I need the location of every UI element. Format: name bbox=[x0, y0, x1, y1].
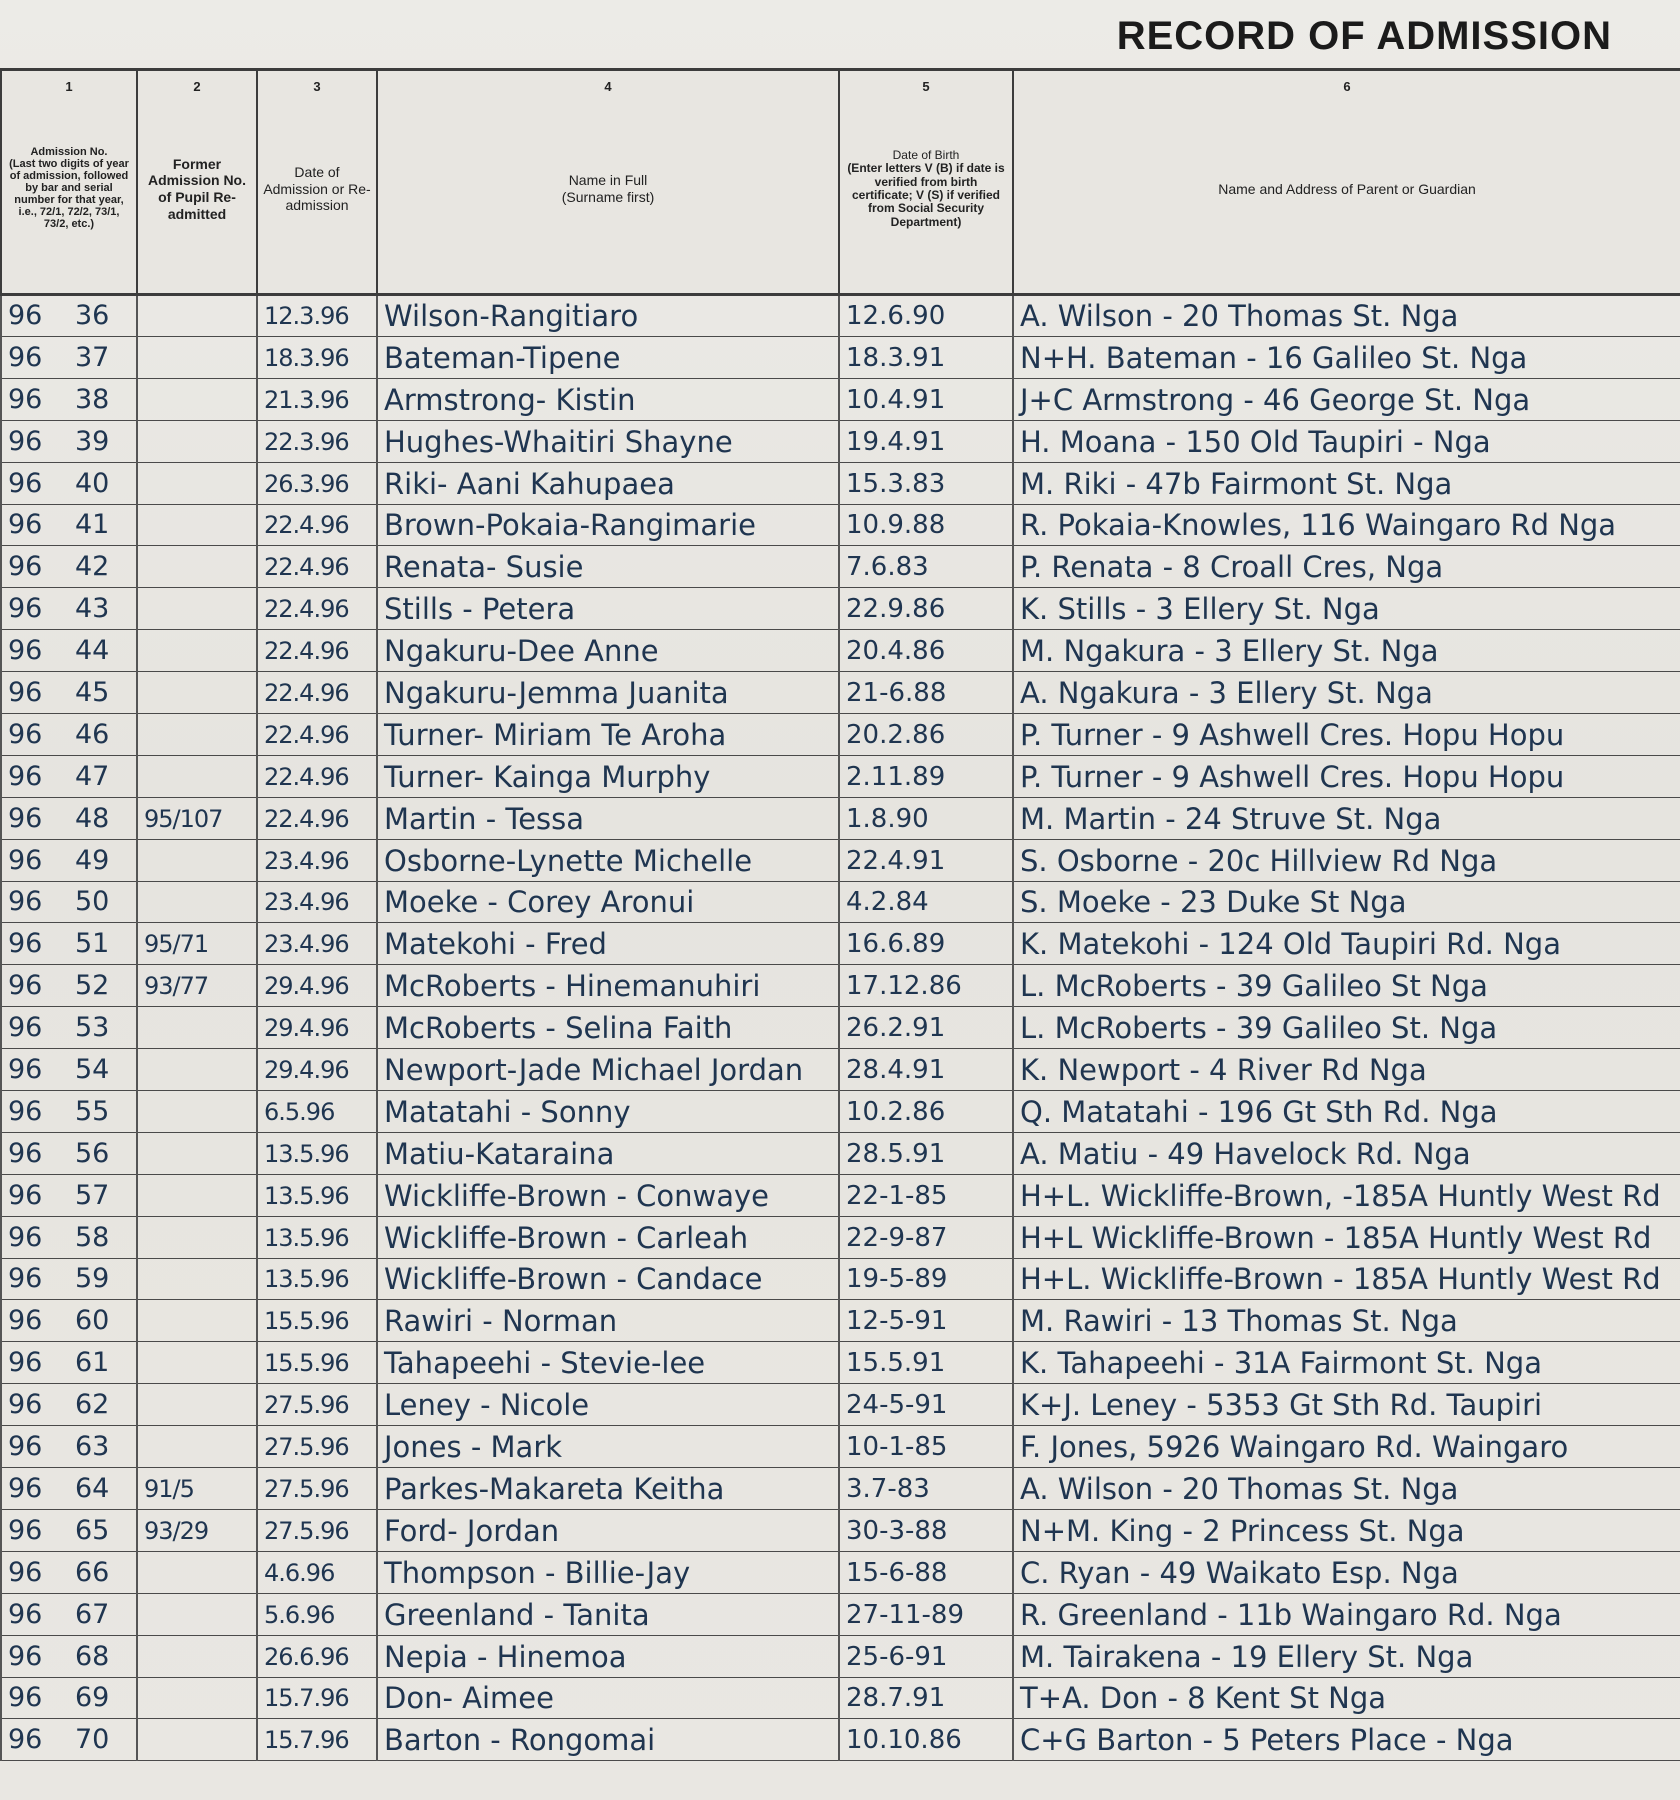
pupil-name: Don- Aimee bbox=[377, 1677, 839, 1719]
admission-date: 15.5.96 bbox=[257, 1342, 377, 1384]
register-rows bbox=[1, 295, 1680, 1761]
admission-date: 13.5.96 bbox=[257, 1216, 377, 1258]
table-row bbox=[1, 1426, 1680, 1468]
date-of-birth: 12.6.90 bbox=[839, 295, 1013, 337]
parent-guardian: H+L. Wickliffe-Brown, -185A Huntly West Rd bbox=[1013, 1174, 1680, 1216]
admission-serial: 46 bbox=[69, 714, 137, 756]
parent-guardian: N+H. Bateman - 16 Galileo St. Nga bbox=[1013, 337, 1680, 379]
table-row bbox=[1, 1049, 1680, 1091]
parent-guardian: K+J. Leney - 5353 Gt Sth Rd. Taupiri bbox=[1013, 1384, 1680, 1426]
admission-year: 96 bbox=[1, 546, 69, 588]
admission-serial: 63 bbox=[69, 1426, 137, 1468]
former-admission-no bbox=[137, 588, 257, 630]
date-of-birth: 10.10.86 bbox=[839, 1719, 1013, 1761]
admission-date: 22.4.96 bbox=[257, 630, 377, 672]
former-admission-no bbox=[137, 839, 257, 881]
former-admission-no bbox=[137, 881, 257, 923]
former-admission-no bbox=[137, 1551, 257, 1593]
date-of-birth: 26.2.91 bbox=[839, 1007, 1013, 1049]
parent-guardian: A. Wilson - 20 Thomas St. Nga bbox=[1013, 1468, 1680, 1510]
admission-year: 96 bbox=[1, 881, 69, 923]
former-admission-no bbox=[137, 1216, 257, 1258]
admission-date: 22.4.96 bbox=[257, 714, 377, 756]
admission-serial: 54 bbox=[69, 1049, 137, 1091]
table-row bbox=[1, 1719, 1680, 1761]
admission-date: 6.5.96 bbox=[257, 1091, 377, 1133]
table-row bbox=[1, 672, 1680, 714]
admission-serial: 41 bbox=[69, 504, 137, 546]
table-row bbox=[1, 1216, 1680, 1258]
pupil-name: Hughes-Whaitiri Shayne bbox=[377, 420, 839, 462]
admission-serial: 60 bbox=[69, 1300, 137, 1342]
parent-guardian: F. Jones, 5926 Waingaro Rd. Waingaro bbox=[1013, 1426, 1680, 1468]
former-admission-no bbox=[137, 420, 257, 462]
admission-date: 22.3.96 bbox=[257, 420, 377, 462]
date-of-birth: 15.5.91 bbox=[839, 1342, 1013, 1384]
table-row bbox=[1, 1174, 1680, 1216]
parent-guardian: Q. Matatahi - 196 Gt Sth Rd. Nga bbox=[1013, 1091, 1680, 1133]
parent-guardian: M. Tairakena - 19 Ellery St. Nga bbox=[1013, 1635, 1680, 1677]
former-admission-no bbox=[137, 337, 257, 379]
admission-serial: 65 bbox=[69, 1509, 137, 1551]
date-of-birth: 21-6.88 bbox=[839, 672, 1013, 714]
former-admission-no bbox=[137, 714, 257, 756]
parent-guardian: A. Matiu - 49 Havelock Rd. Nga bbox=[1013, 1132, 1680, 1174]
parent-guardian: C. Ryan - 49 Waikato Esp. Nga bbox=[1013, 1551, 1680, 1593]
admission-serial: 69 bbox=[69, 1677, 137, 1719]
admission-date: 23.4.96 bbox=[257, 839, 377, 881]
admission-year: 96 bbox=[1, 1049, 69, 1091]
former-admission-no bbox=[137, 1300, 257, 1342]
admission-serial: 43 bbox=[69, 588, 137, 630]
former-admission-no bbox=[137, 1719, 257, 1761]
pupil-name: Wickliffe-Brown - Carleah bbox=[377, 1216, 839, 1258]
parent-guardian: K. Tahapeehi - 31A Fairmont St. Nga bbox=[1013, 1342, 1680, 1384]
table-row bbox=[1, 714, 1680, 756]
table-row bbox=[1, 1132, 1680, 1174]
pupil-name: Matekohi - Fred bbox=[377, 923, 839, 965]
date-of-birth: 3.7-83 bbox=[839, 1468, 1013, 1510]
pupil-name: Greenland - Tanita bbox=[377, 1593, 839, 1635]
admission-serial: 50 bbox=[69, 881, 137, 923]
former-admission-no bbox=[137, 295, 257, 337]
admission-year: 96 bbox=[1, 1509, 69, 1551]
former-admission-no bbox=[137, 672, 257, 714]
admission-year: 96 bbox=[1, 714, 69, 756]
parent-guardian: K. Matekohi - 124 Old Taupiri Rd. Nga bbox=[1013, 923, 1680, 965]
date-of-birth: 25-6-91 bbox=[839, 1635, 1013, 1677]
pupil-name: McRoberts - Hinemanuhiri bbox=[377, 965, 839, 1007]
admission-date: 29.4.96 bbox=[257, 1007, 377, 1049]
pupil-name: Moeke - Corey Aronui bbox=[377, 881, 839, 923]
admission-year: 96 bbox=[1, 630, 69, 672]
parent-guardian: L. McRoberts - 39 Galileo St Nga bbox=[1013, 965, 1680, 1007]
date-of-birth: 19-5-89 bbox=[839, 1258, 1013, 1300]
admission-register-table bbox=[0, 68, 1680, 1761]
date-of-birth: 15.3.83 bbox=[839, 462, 1013, 504]
parent-guardian: M. Ngakura - 3 Ellery St. Nga bbox=[1013, 630, 1680, 672]
table-row bbox=[1, 965, 1680, 1007]
column-header-parent-guardian: 6 Name and Address of Parent or Guardian bbox=[1013, 70, 1680, 295]
parent-guardian: T+A. Don - 8 Kent St Nga bbox=[1013, 1677, 1680, 1719]
former-admission-no bbox=[137, 462, 257, 504]
pupil-name: Ngakuru-Dee Anne bbox=[377, 630, 839, 672]
parent-guardian: P. Renata - 8 Croall Cres, Nga bbox=[1013, 546, 1680, 588]
former-admission-no bbox=[137, 1342, 257, 1384]
admission-serial: 57 bbox=[69, 1174, 137, 1216]
parent-guardian: C+G Barton - 5 Peters Place - Nga bbox=[1013, 1719, 1680, 1761]
admission-date: 22.4.96 bbox=[257, 504, 377, 546]
admission-date: 27.5.96 bbox=[257, 1426, 377, 1468]
date-of-birth: 22.9.86 bbox=[839, 588, 1013, 630]
former-admission-no: 93/29 bbox=[137, 1509, 257, 1551]
admission-date: 13.5.96 bbox=[257, 1132, 377, 1174]
pupil-name: Wickliffe-Brown - Conwaye bbox=[377, 1174, 839, 1216]
admission-date: 15.7.96 bbox=[257, 1677, 377, 1719]
column-header-admission-no: 1 Admission No. (Last two digits of year of admission, followed by bar and serial number for that year, i.e., 72/1, 72/2, 73/1, 73/2, etc.) bbox=[1, 70, 137, 295]
former-admission-no bbox=[137, 1132, 257, 1174]
admission-date: 18.3.96 bbox=[257, 337, 377, 379]
parent-guardian: P. Turner - 9 Ashwell Cres. Hopu Hopu bbox=[1013, 755, 1680, 797]
admission-year: 96 bbox=[1, 1342, 69, 1384]
admission-year: 96 bbox=[1, 1132, 69, 1174]
pupil-name: Martin - Tessa bbox=[377, 797, 839, 839]
former-admission-no bbox=[137, 1426, 257, 1468]
pupil-name: Turner- Kainga Murphy bbox=[377, 755, 839, 797]
parent-guardian: K. Stills - 3 Ellery St. Nga bbox=[1013, 588, 1680, 630]
admission-serial: 52 bbox=[69, 965, 137, 1007]
admission-date: 23.4.96 bbox=[257, 923, 377, 965]
pupil-name: Brown-Pokaia-Rangimarie bbox=[377, 504, 839, 546]
date-of-birth: 27-11-89 bbox=[839, 1593, 1013, 1635]
admission-date: 26.6.96 bbox=[257, 1635, 377, 1677]
pupil-name: Rawiri - Norman bbox=[377, 1300, 839, 1342]
admission-serial: 38 bbox=[69, 378, 137, 420]
table-row bbox=[1, 630, 1680, 672]
admission-serial: 49 bbox=[69, 839, 137, 881]
date-of-birth: 10.2.86 bbox=[839, 1091, 1013, 1133]
admission-date: 22.4.96 bbox=[257, 546, 377, 588]
pupil-name: Matiu-Kataraina bbox=[377, 1132, 839, 1174]
former-admission-no bbox=[137, 755, 257, 797]
parent-guardian: S. Moeke - 23 Duke St Nga bbox=[1013, 881, 1680, 923]
pupil-name: Thompson - Billie-Jay bbox=[377, 1551, 839, 1593]
table-row bbox=[1, 881, 1680, 923]
date-of-birth: 28.4.91 bbox=[839, 1049, 1013, 1091]
former-admission-no bbox=[137, 1174, 257, 1216]
table-row bbox=[1, 755, 1680, 797]
admission-serial: 67 bbox=[69, 1593, 137, 1635]
parent-guardian: M. Martin - 24 Struve St. Nga bbox=[1013, 797, 1680, 839]
admission-serial: 70 bbox=[69, 1719, 137, 1761]
admission-date: 27.5.96 bbox=[257, 1384, 377, 1426]
former-admission-no bbox=[137, 1677, 257, 1719]
former-admission-no bbox=[137, 546, 257, 588]
admission-year: 96 bbox=[1, 965, 69, 1007]
table-row bbox=[1, 1007, 1680, 1049]
admission-serial: 68 bbox=[69, 1635, 137, 1677]
admission-year: 96 bbox=[1, 672, 69, 714]
table-row bbox=[1, 504, 1680, 546]
pupil-name: Renata- Susie bbox=[377, 546, 839, 588]
date-of-birth: 22-9-87 bbox=[839, 1216, 1013, 1258]
table-row bbox=[1, 1468, 1680, 1510]
admission-serial: 51 bbox=[69, 923, 137, 965]
admission-serial: 42 bbox=[69, 546, 137, 588]
table-row bbox=[1, 1091, 1680, 1133]
parent-guardian: N+M. King - 2 Princess St. Nga bbox=[1013, 1509, 1680, 1551]
admission-date: 22.4.96 bbox=[257, 797, 377, 839]
parent-guardian: H+L. Wickliffe-Brown - 185A Huntly West Rd bbox=[1013, 1258, 1680, 1300]
admission-serial: 37 bbox=[69, 337, 137, 379]
admission-date: 13.5.96 bbox=[257, 1174, 377, 1216]
admission-date: 27.5.96 bbox=[257, 1509, 377, 1551]
table-row bbox=[1, 378, 1680, 420]
table-row bbox=[1, 1635, 1680, 1677]
former-admission-no bbox=[137, 1593, 257, 1635]
date-of-birth: 10.9.88 bbox=[839, 504, 1013, 546]
parent-guardian: J+C Armstrong - 46 George St. Nga bbox=[1013, 378, 1680, 420]
former-admission-no: 95/71 bbox=[137, 923, 257, 965]
former-admission-no: 93/77 bbox=[137, 965, 257, 1007]
admission-year: 96 bbox=[1, 588, 69, 630]
admission-year: 96 bbox=[1, 1091, 69, 1133]
parent-guardian: M. Rawiri - 13 Thomas St. Nga bbox=[1013, 1300, 1680, 1342]
column-header-name-in-full: 4 Name in Full (Surname first) bbox=[377, 70, 839, 295]
date-of-birth: 15-6-88 bbox=[839, 1551, 1013, 1593]
pupil-name: Leney - Nicole bbox=[377, 1384, 839, 1426]
admission-serial: 62 bbox=[69, 1384, 137, 1426]
parent-guardian: R. Greenland - 11b Waingaro Rd. Nga bbox=[1013, 1593, 1680, 1635]
admission-serial: 36 bbox=[69, 295, 137, 337]
date-of-birth: 16.6.89 bbox=[839, 923, 1013, 965]
date-of-birth: 20.2.86 bbox=[839, 714, 1013, 756]
date-of-birth: 2.11.89 bbox=[839, 755, 1013, 797]
date-of-birth: 7.6.83 bbox=[839, 546, 1013, 588]
pupil-name: Osborne-Lynette Michelle bbox=[377, 839, 839, 881]
date-of-birth: 19.4.91 bbox=[839, 420, 1013, 462]
table-row bbox=[1, 1384, 1680, 1426]
pupil-name: Parkes-Makareta Keitha bbox=[377, 1468, 839, 1510]
table-row bbox=[1, 839, 1680, 881]
admission-year: 96 bbox=[1, 295, 69, 337]
date-of-birth: 10-1-85 bbox=[839, 1426, 1013, 1468]
admission-serial: 45 bbox=[69, 672, 137, 714]
admission-year: 96 bbox=[1, 1258, 69, 1300]
parent-guardian: A. Ngakura - 3 Ellery St. Nga bbox=[1013, 672, 1680, 714]
admission-year: 96 bbox=[1, 504, 69, 546]
former-admission-no bbox=[137, 1049, 257, 1091]
admission-date: 4.6.96 bbox=[257, 1551, 377, 1593]
admission-serial: 47 bbox=[69, 755, 137, 797]
admission-serial: 40 bbox=[69, 462, 137, 504]
pupil-name: Jones - Mark bbox=[377, 1426, 839, 1468]
admission-date: 26.3.96 bbox=[257, 462, 377, 504]
admission-date: 23.4.96 bbox=[257, 881, 377, 923]
admission-serial: 44 bbox=[69, 630, 137, 672]
table-row bbox=[1, 1258, 1680, 1300]
former-admission-no bbox=[137, 630, 257, 672]
date-of-birth: 1.8.90 bbox=[839, 797, 1013, 839]
former-admission-no bbox=[137, 504, 257, 546]
admission-year: 96 bbox=[1, 462, 69, 504]
admission-date: 29.4.96 bbox=[257, 1049, 377, 1091]
admission-date: 13.5.96 bbox=[257, 1258, 377, 1300]
admission-year: 96 bbox=[1, 1007, 69, 1049]
table-row bbox=[1, 923, 1680, 965]
admission-year: 96 bbox=[1, 1174, 69, 1216]
admission-year: 96 bbox=[1, 1384, 69, 1426]
admission-date: 5.6.96 bbox=[257, 1593, 377, 1635]
parent-guardian: S. Osborne - 20c Hillview Rd Nga bbox=[1013, 839, 1680, 881]
admission-year: 96 bbox=[1, 337, 69, 379]
pupil-name: Stills - Petera bbox=[377, 588, 839, 630]
table-row bbox=[1, 588, 1680, 630]
admission-year: 96 bbox=[1, 1677, 69, 1719]
admission-year: 96 bbox=[1, 420, 69, 462]
table-row bbox=[1, 462, 1680, 504]
admission-date: 27.5.96 bbox=[257, 1468, 377, 1510]
admission-year: 96 bbox=[1, 1216, 69, 1258]
pupil-name: Newport-Jade Michael Jordan bbox=[377, 1049, 839, 1091]
former-admission-no bbox=[137, 1384, 257, 1426]
admission-year: 96 bbox=[1, 1719, 69, 1761]
pupil-name: Wickliffe-Brown - Candace bbox=[377, 1258, 839, 1300]
table-row bbox=[1, 295, 1680, 337]
admission-serial: 39 bbox=[69, 420, 137, 462]
pupil-name: Bateman-Tipene bbox=[377, 337, 839, 379]
page-title: RECORD OF ADMISSION bbox=[1116, 14, 1612, 58]
parent-guardian: H+L Wickliffe-Brown - 185A Huntly West Rd bbox=[1013, 1216, 1680, 1258]
date-of-birth: 28.7.91 bbox=[839, 1677, 1013, 1719]
former-admission-no bbox=[137, 1635, 257, 1677]
column-header-former-admission: 2 Former Admission No. of Pupil Re-admitted bbox=[137, 70, 257, 295]
date-of-birth: 20.4.86 bbox=[839, 630, 1013, 672]
date-of-birth: 4.2.84 bbox=[839, 881, 1013, 923]
admission-serial: 61 bbox=[69, 1342, 137, 1384]
parent-guardian: K. Newport - 4 River Rd Nga bbox=[1013, 1049, 1680, 1091]
date-of-birth: 22.4.91 bbox=[839, 839, 1013, 881]
table-row bbox=[1, 337, 1680, 379]
parent-guardian: M. Riki - 47b Fairmont St. Nga bbox=[1013, 462, 1680, 504]
admission-date: 22.4.96 bbox=[257, 672, 377, 714]
column-header-date-of-birth: 5 Date of Birth (Enter letters V (B) if date is verified from birth certificate; V (S) if verified from Social Security Department) bbox=[839, 70, 1013, 295]
date-of-birth: 12-5-91 bbox=[839, 1300, 1013, 1342]
admission-year: 96 bbox=[1, 797, 69, 839]
table-row bbox=[1, 1551, 1680, 1593]
date-of-birth: 28.5.91 bbox=[839, 1132, 1013, 1174]
table-row bbox=[1, 1593, 1680, 1635]
former-admission-no bbox=[137, 1091, 257, 1133]
admission-serial: 55 bbox=[69, 1091, 137, 1133]
table-row bbox=[1, 420, 1680, 462]
table-row bbox=[1, 546, 1680, 588]
pupil-name: Tahapeehi - Stevie-lee bbox=[377, 1342, 839, 1384]
admission-year: 96 bbox=[1, 1635, 69, 1677]
table-row bbox=[1, 1509, 1680, 1551]
date-of-birth: 22-1-85 bbox=[839, 1174, 1013, 1216]
former-admission-no bbox=[137, 1007, 257, 1049]
admission-serial: 66 bbox=[69, 1551, 137, 1593]
table-row bbox=[1, 797, 1680, 839]
admission-date: 15.5.96 bbox=[257, 1300, 377, 1342]
former-admission-no: 91/5 bbox=[137, 1468, 257, 1510]
admission-serial: 56 bbox=[69, 1132, 137, 1174]
admission-serial: 58 bbox=[69, 1216, 137, 1258]
date-of-birth: 18.3.91 bbox=[839, 337, 1013, 379]
date-of-birth: 10.4.91 bbox=[839, 378, 1013, 420]
pupil-name: Armstrong- Kistin bbox=[377, 378, 839, 420]
table-row bbox=[1, 1342, 1680, 1384]
pupil-name: Ford- Jordan bbox=[377, 1509, 839, 1551]
pupil-name: Nepia - Hinemoa bbox=[377, 1635, 839, 1677]
admission-serial: 53 bbox=[69, 1007, 137, 1049]
admission-date: 22.4.96 bbox=[257, 755, 377, 797]
former-admission-no bbox=[137, 378, 257, 420]
admission-date: 15.7.96 bbox=[257, 1719, 377, 1761]
former-admission-no: 95/107 bbox=[137, 797, 257, 839]
pupil-name: Ngakuru-Jemma Juanita bbox=[377, 672, 839, 714]
former-admission-no bbox=[137, 1258, 257, 1300]
admission-serial: 64 bbox=[69, 1468, 137, 1510]
pupil-name: Riki- Aani Kahupaea bbox=[377, 462, 839, 504]
column-header-date-of-admission: 3 Date of Admission or Re-admission bbox=[257, 70, 377, 295]
parent-guardian: H. Moana - 150 Old Taupiri - Nga bbox=[1013, 420, 1680, 462]
pupil-name: Wilson-Rangitiaro bbox=[377, 295, 839, 337]
admission-year: 96 bbox=[1, 1551, 69, 1593]
admission-year: 96 bbox=[1, 378, 69, 420]
header-row bbox=[1, 70, 1680, 295]
table-row bbox=[1, 1300, 1680, 1342]
admission-year: 96 bbox=[1, 923, 69, 965]
pupil-name: Matatahi - Sonny bbox=[377, 1091, 839, 1133]
admission-date: 12.3.96 bbox=[257, 295, 377, 337]
admission-year: 96 bbox=[1, 839, 69, 881]
admission-date: 29.4.96 bbox=[257, 965, 377, 1007]
admission-year: 96 bbox=[1, 755, 69, 797]
admission-date: 22.4.96 bbox=[257, 588, 377, 630]
date-of-birth: 24-5-91 bbox=[839, 1384, 1013, 1426]
pupil-name: Turner- Miriam Te Aroha bbox=[377, 714, 839, 756]
table-row bbox=[1, 1677, 1680, 1719]
date-of-birth: 17.12.86 bbox=[839, 965, 1013, 1007]
parent-guardian: L. McRoberts - 39 Galileo St. Nga bbox=[1013, 1007, 1680, 1049]
parent-guardian: R. Pokaia-Knowles, 116 Waingaro Rd Nga bbox=[1013, 504, 1680, 546]
admission-year: 96 bbox=[1, 1426, 69, 1468]
pupil-name: Barton - Rongomai bbox=[377, 1719, 839, 1761]
admission-year: 96 bbox=[1, 1468, 69, 1510]
admission-year: 96 bbox=[1, 1300, 69, 1342]
parent-guardian: A. Wilson - 20 Thomas St. Nga bbox=[1013, 295, 1680, 337]
admission-serial: 59 bbox=[69, 1258, 137, 1300]
pupil-name: McRoberts - Selina Faith bbox=[377, 1007, 839, 1049]
date-of-birth: 30-3-88 bbox=[839, 1509, 1013, 1551]
admission-year: 96 bbox=[1, 1593, 69, 1635]
parent-guardian: P. Turner - 9 Ashwell Cres. Hopu Hopu bbox=[1013, 714, 1680, 756]
admission-date: 21.3.96 bbox=[257, 378, 377, 420]
admission-serial: 48 bbox=[69, 797, 137, 839]
